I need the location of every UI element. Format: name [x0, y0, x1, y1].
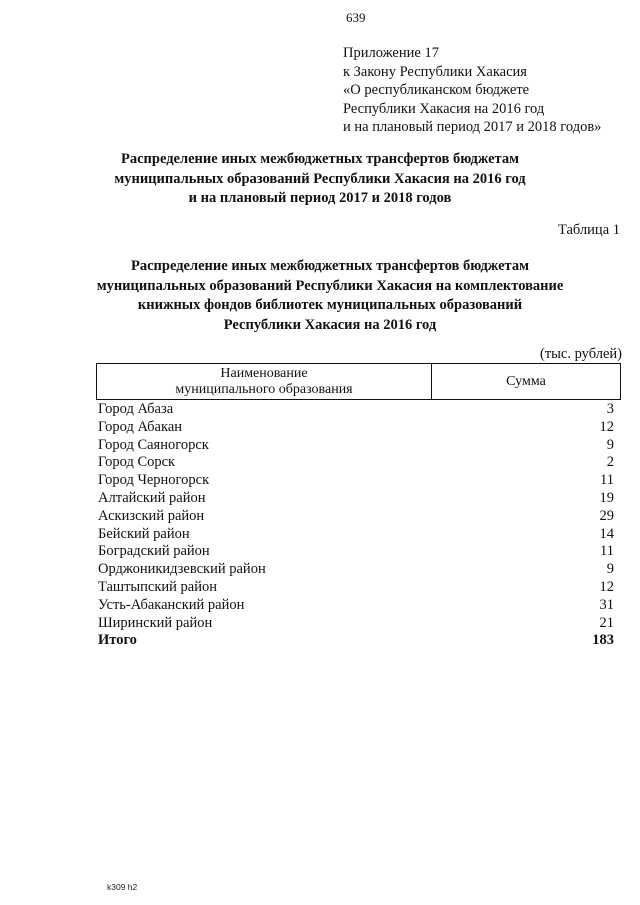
table-body — [98, 401, 614, 650]
row-value: 12 — [599, 578, 614, 595]
row-value: 29 — [599, 507, 614, 524]
appendix-line: и на плановый период 2017 и 2018 годов» — [343, 119, 602, 135]
table-row — [98, 419, 614, 437]
header-sum-cell: Сумма — [506, 373, 546, 389]
appendix-line: к Закону Республики Хакасия — [343, 63, 527, 80]
table-title-line: Распределение иных межбюджетных трансфертов бюджетам — [131, 258, 529, 274]
row-name: Город Абакан — [98, 418, 183, 435]
table-row — [98, 615, 614, 633]
row-name: Боградский район — [98, 543, 210, 560]
row-name: Город Саяногорск — [98, 436, 209, 453]
table-label: Таблица 1 — [557, 222, 620, 238]
total-value: 183 — [592, 632, 614, 649]
row-value: 3 — [606, 401, 614, 417]
table-row — [98, 454, 614, 472]
table-total-row — [98, 632, 614, 650]
row-name: Город Абаза — [98, 401, 174, 417]
row-name: Ширинский район — [98, 614, 213, 631]
table-row — [98, 437, 614, 455]
title-line: и на плановый период 2017 и 2018 годов — [188, 190, 452, 206]
table-row — [98, 579, 614, 597]
row-value: 21 — [599, 614, 614, 631]
row-value: 31 — [599, 596, 614, 613]
title-line: Распределение иных межбюджетных трансфертов бюджетам — [121, 151, 519, 167]
table-row — [98, 472, 614, 490]
row-value: 12 — [599, 418, 614, 435]
table-row — [98, 490, 614, 508]
table-row — [98, 401, 614, 419]
table-row — [98, 597, 614, 615]
title-line: муниципальных образований Республики Хакасия на 2016 год — [114, 170, 526, 187]
appendix-note — [343, 44, 601, 137]
row-value: 2 — [606, 454, 614, 471]
row-name: Город Сорск — [98, 454, 176, 471]
row-name: Усть-Абаканский район — [98, 596, 245, 613]
row-value: 11 — [600, 472, 614, 489]
row-value: 11 — [600, 543, 614, 560]
row-name: Аскизский район — [98, 507, 205, 524]
row-name: Таштыпский район — [98, 578, 218, 595]
table-row — [98, 543, 614, 561]
appendix-line: «О республиканском бюджете — [343, 82, 530, 98]
row-value: 19 — [599, 489, 614, 506]
document-title — [60, 150, 580, 209]
row-value: 9 — [606, 561, 614, 578]
appendix-line: Республики Хакасия на 2016 год — [343, 100, 545, 117]
table-header — [96, 363, 621, 400]
row-name: Город Черногорск — [98, 472, 210, 489]
table-row — [98, 508, 614, 526]
row-name: Орджоникидзевский район — [98, 561, 266, 578]
page-number: 639 — [346, 10, 366, 25]
row-value: 9 — [606, 436, 614, 453]
table-title-line: Республики Хакасия на 2016 год — [223, 316, 437, 333]
table-title-line: книжных фондов библиотек муниципальных образований — [137, 297, 523, 313]
row-name: Бейский район — [98, 525, 190, 542]
row-value: 14 — [599, 525, 614, 542]
footer-code: k309 h2 — [107, 882, 138, 892]
table-title-line: муниципальных образований Республики Хакасия на комплектование — [96, 277, 564, 294]
total-label: Итого — [98, 632, 137, 649]
row-name: Алтайский район — [98, 489, 206, 506]
appendix-line: Приложение 17 — [343, 45, 439, 61]
header-name-cell: Наименование муниципального образования — [97, 364, 432, 399]
units-label: (тыс. рублей) — [540, 346, 622, 362]
table-row — [98, 526, 614, 544]
table-title — [60, 257, 600, 335]
table-row — [98, 561, 614, 579]
